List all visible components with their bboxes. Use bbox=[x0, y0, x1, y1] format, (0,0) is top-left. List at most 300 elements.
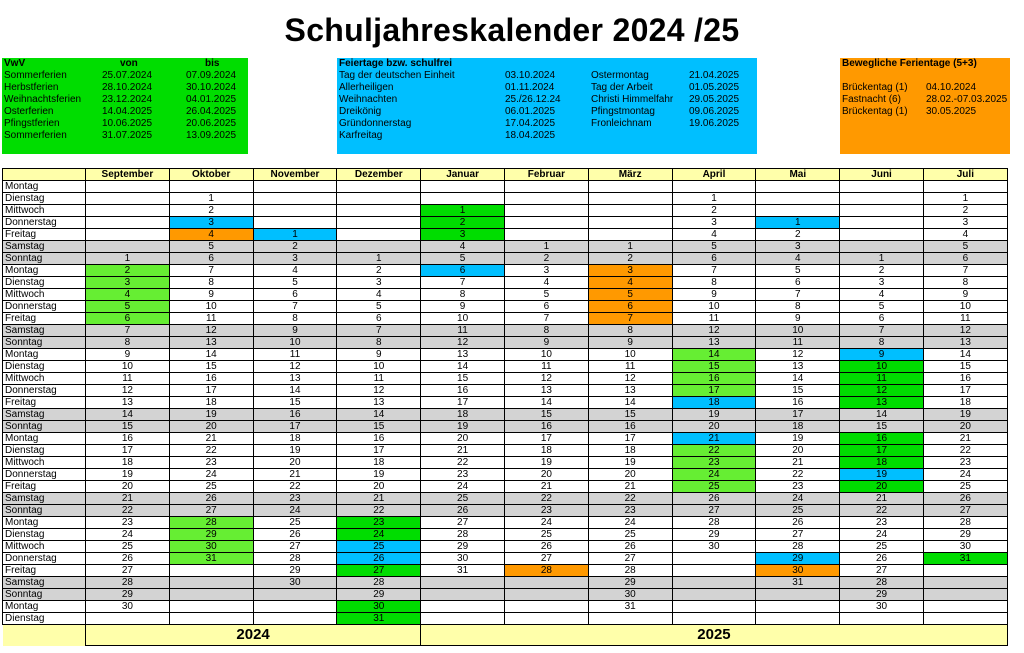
day-cell: 29 bbox=[756, 553, 840, 565]
calendar-row bbox=[3, 181, 1008, 193]
calendar-row bbox=[3, 373, 1008, 385]
month-header: November bbox=[253, 169, 337, 181]
day-cell: 21 bbox=[840, 493, 924, 505]
day-cell bbox=[169, 589, 253, 601]
vwv-ferien-box bbox=[2, 58, 248, 154]
month-header: April bbox=[672, 169, 756, 181]
day-cell: 23 bbox=[86, 517, 170, 529]
bewegliche-date: 28.02.-07.03.2025 bbox=[926, 94, 1008, 105]
feiertag-date: 25./26.12.24 bbox=[505, 94, 561, 105]
day-cell bbox=[672, 565, 756, 577]
day-cell: 14 bbox=[756, 373, 840, 385]
day-cell: 17 bbox=[756, 409, 840, 421]
year-label: 2025 bbox=[421, 625, 1008, 646]
day-cell: 28 bbox=[840, 577, 924, 589]
day-cell: 3 bbox=[923, 217, 1007, 229]
weekday-label: Freitag bbox=[3, 481, 86, 493]
day-cell bbox=[421, 601, 505, 613]
calendar-row bbox=[3, 289, 1008, 301]
day-cell: 28 bbox=[588, 565, 672, 577]
day-cell: 30 bbox=[86, 601, 170, 613]
day-cell: 2 bbox=[337, 265, 421, 277]
day-cell: 24 bbox=[756, 493, 840, 505]
day-cell: 26 bbox=[672, 493, 756, 505]
day-cell: 6 bbox=[86, 313, 170, 325]
weekday-label: Sonntag bbox=[3, 505, 86, 517]
day-cell: 15 bbox=[421, 373, 505, 385]
day-cell: 7 bbox=[253, 301, 337, 313]
day-cell: 14 bbox=[86, 409, 170, 421]
calendar-row bbox=[3, 433, 1008, 445]
day-cell: 29 bbox=[253, 565, 337, 577]
day-cell: 10 bbox=[253, 337, 337, 349]
day-cell: 3 bbox=[588, 265, 672, 277]
day-cell bbox=[923, 181, 1007, 193]
day-cell: 10 bbox=[672, 301, 756, 313]
day-cell: 22 bbox=[421, 457, 505, 469]
calendar-row bbox=[3, 589, 1008, 601]
weekday-label: Dienstag bbox=[3, 277, 86, 289]
day-cell: 22 bbox=[169, 445, 253, 457]
weekday-label: Mittwoch bbox=[3, 205, 86, 217]
day-cell: 18 bbox=[86, 457, 170, 469]
day-cell: 5 bbox=[421, 253, 505, 265]
day-cell: 12 bbox=[588, 373, 672, 385]
vwv-row bbox=[2, 70, 248, 82]
calendar-row bbox=[3, 481, 1008, 493]
feiertag-date: 03.10.2024 bbox=[505, 70, 556, 81]
feiertag-name: Dreikönig bbox=[339, 106, 382, 117]
day-cell: 30 bbox=[923, 541, 1007, 553]
day-cell: 29 bbox=[923, 529, 1007, 541]
calendar-row bbox=[3, 313, 1008, 325]
day-cell: 14 bbox=[169, 349, 253, 361]
calendar-row bbox=[3, 229, 1008, 241]
vwv-row-von: 14.04.2025 bbox=[102, 106, 153, 117]
day-cell: 14 bbox=[504, 397, 588, 409]
vwv-row-name: Sommerferien bbox=[4, 70, 67, 81]
weekday-label: Mittwoch bbox=[3, 289, 86, 301]
day-cell bbox=[588, 217, 672, 229]
feiertage-box bbox=[337, 58, 757, 154]
day-cell: 13 bbox=[504, 385, 588, 397]
day-cell bbox=[169, 613, 253, 625]
day-cell: 15 bbox=[253, 397, 337, 409]
feiertag-date: 09.06.2025 bbox=[689, 106, 740, 117]
day-cell: 23 bbox=[840, 517, 924, 529]
day-cell: 20 bbox=[672, 421, 756, 433]
day-cell: 21 bbox=[86, 493, 170, 505]
day-cell: 19 bbox=[840, 469, 924, 481]
day-cell: 26 bbox=[337, 553, 421, 565]
day-cell: 15 bbox=[672, 361, 756, 373]
day-cell: 20 bbox=[588, 469, 672, 481]
calendar-body bbox=[3, 181, 1008, 646]
vwv-row bbox=[2, 118, 248, 130]
day-cell: 13 bbox=[756, 361, 840, 373]
day-cell: 17 bbox=[672, 385, 756, 397]
vwv-row-von: 23.12.2024 bbox=[102, 94, 153, 105]
day-cell: 14 bbox=[672, 349, 756, 361]
day-cell: 24 bbox=[421, 481, 505, 493]
vwv-row-name: Sommerferien bbox=[4, 130, 67, 141]
day-cell: 12 bbox=[840, 385, 924, 397]
day-cell: 3 bbox=[169, 217, 253, 229]
day-cell: 13 bbox=[672, 337, 756, 349]
calendar-row bbox=[3, 445, 1008, 457]
day-cell bbox=[504, 613, 588, 625]
weekday-label: Mittwoch bbox=[3, 373, 86, 385]
vwv-row-von: 28.10.2024 bbox=[102, 82, 153, 93]
weekday-label: Dienstag bbox=[3, 193, 86, 205]
day-cell: 16 bbox=[504, 421, 588, 433]
vwv-row-name: Osterferien bbox=[4, 106, 54, 117]
day-cell: 15 bbox=[504, 409, 588, 421]
day-cell bbox=[504, 589, 588, 601]
day-cell: 1 bbox=[923, 193, 1007, 205]
day-cell: 16 bbox=[169, 373, 253, 385]
feiertag-row bbox=[337, 106, 757, 118]
year-label: 2024 bbox=[86, 625, 421, 646]
day-cell: 30 bbox=[253, 577, 337, 589]
day-cell: 11 bbox=[588, 361, 672, 373]
feiertag-name: Pfingstmontag bbox=[591, 106, 655, 117]
day-cell: 15 bbox=[337, 421, 421, 433]
day-cell: 22 bbox=[923, 445, 1007, 457]
day-cell: 30 bbox=[756, 565, 840, 577]
day-cell: 20 bbox=[504, 469, 588, 481]
day-cell: 5 bbox=[169, 241, 253, 253]
day-cell bbox=[421, 193, 505, 205]
day-cell: 13 bbox=[86, 397, 170, 409]
day-cell: 15 bbox=[756, 385, 840, 397]
day-cell: 17 bbox=[86, 445, 170, 457]
day-cell bbox=[840, 217, 924, 229]
day-cell: 26 bbox=[421, 505, 505, 517]
day-cell bbox=[253, 601, 337, 613]
day-cell: 13 bbox=[337, 397, 421, 409]
day-cell: 21 bbox=[421, 445, 505, 457]
day-cell bbox=[756, 181, 840, 193]
day-cell: 4 bbox=[588, 277, 672, 289]
day-cell bbox=[756, 193, 840, 205]
day-cell: 3 bbox=[421, 229, 505, 241]
day-cell: 18 bbox=[253, 433, 337, 445]
day-cell: 31 bbox=[588, 601, 672, 613]
day-cell bbox=[588, 193, 672, 205]
day-cell bbox=[588, 613, 672, 625]
day-cell: 10 bbox=[421, 313, 505, 325]
calendar-row bbox=[3, 241, 1008, 253]
day-cell bbox=[169, 181, 253, 193]
day-cell: 6 bbox=[923, 253, 1007, 265]
day-cell: 10 bbox=[86, 361, 170, 373]
day-cell: 16 bbox=[672, 373, 756, 385]
bewegliche-ferientage-box bbox=[840, 58, 1010, 154]
day-cell: 10 bbox=[169, 301, 253, 313]
vwv-row bbox=[2, 130, 248, 142]
day-cell: 12 bbox=[169, 325, 253, 337]
day-cell bbox=[337, 181, 421, 193]
day-cell: 7 bbox=[86, 325, 170, 337]
day-cell: 14 bbox=[421, 361, 505, 373]
day-cell: 2 bbox=[86, 265, 170, 277]
day-cell bbox=[337, 205, 421, 217]
day-cell: 27 bbox=[86, 565, 170, 577]
day-cell: 24 bbox=[337, 529, 421, 541]
feiertag-name: Allerheiligen bbox=[339, 82, 394, 93]
day-cell bbox=[337, 229, 421, 241]
day-cell: 28 bbox=[672, 517, 756, 529]
vwv-header-row bbox=[2, 58, 248, 70]
day-cell bbox=[672, 577, 756, 589]
day-cell: 26 bbox=[169, 493, 253, 505]
day-cell: 18 bbox=[421, 409, 505, 421]
day-cell: 21 bbox=[923, 433, 1007, 445]
day-cell: 25 bbox=[756, 505, 840, 517]
day-cell: 9 bbox=[672, 289, 756, 301]
day-cell: 5 bbox=[86, 301, 170, 313]
day-cell: 21 bbox=[169, 433, 253, 445]
day-cell: 12 bbox=[756, 349, 840, 361]
day-cell: 3 bbox=[337, 277, 421, 289]
feiertag-date: 01.05.2025 bbox=[689, 82, 740, 93]
day-cell: 2 bbox=[923, 205, 1007, 217]
day-cell bbox=[923, 589, 1007, 601]
day-cell: 27 bbox=[169, 505, 253, 517]
calendar-row bbox=[3, 613, 1008, 625]
day-cell: 27 bbox=[337, 565, 421, 577]
vwv-col-bis: bis bbox=[205, 58, 220, 69]
feiertag-name: Tag der deutschen Einheit bbox=[339, 70, 455, 81]
calendar-row bbox=[3, 397, 1008, 409]
day-cell: 4 bbox=[756, 253, 840, 265]
day-cell: 19 bbox=[756, 433, 840, 445]
day-cell: 7 bbox=[756, 289, 840, 301]
day-cell: 27 bbox=[923, 505, 1007, 517]
day-cell: 14 bbox=[923, 349, 1007, 361]
day-cell: 13 bbox=[421, 349, 505, 361]
day-cell: 2 bbox=[756, 229, 840, 241]
day-cell: 16 bbox=[756, 397, 840, 409]
day-cell bbox=[253, 589, 337, 601]
day-cell bbox=[923, 601, 1007, 613]
day-cell: 26 bbox=[588, 541, 672, 553]
weekday-label: Freitag bbox=[3, 313, 86, 325]
vwv-row-von: 10.06.2025 bbox=[102, 118, 153, 129]
day-cell bbox=[253, 181, 337, 193]
day-cell: 13 bbox=[840, 397, 924, 409]
day-cell: 8 bbox=[169, 277, 253, 289]
day-cell: 28 bbox=[337, 577, 421, 589]
day-cell: 5 bbox=[588, 289, 672, 301]
day-cell: 30 bbox=[337, 601, 421, 613]
vwv-row bbox=[2, 106, 248, 118]
month-header: Dezember bbox=[337, 169, 421, 181]
day-cell bbox=[756, 601, 840, 613]
day-cell bbox=[840, 193, 924, 205]
day-cell: 28 bbox=[169, 517, 253, 529]
day-cell: 25 bbox=[672, 481, 756, 493]
calendar-row bbox=[3, 193, 1008, 205]
vwv-row-bis: 30.10.2024 bbox=[186, 82, 237, 93]
day-cell: 18 bbox=[923, 397, 1007, 409]
day-cell: 27 bbox=[756, 529, 840, 541]
day-cell: 18 bbox=[504, 445, 588, 457]
day-cell bbox=[840, 613, 924, 625]
calendar-row bbox=[3, 601, 1008, 613]
day-cell: 14 bbox=[253, 385, 337, 397]
day-cell: 22 bbox=[672, 445, 756, 457]
weekday-label: Montag bbox=[3, 181, 86, 193]
day-cell bbox=[923, 577, 1007, 589]
day-cell: 25 bbox=[923, 481, 1007, 493]
month-header: Januar bbox=[421, 169, 505, 181]
calendar-row bbox=[3, 553, 1008, 565]
day-cell bbox=[672, 589, 756, 601]
weekday-label: Sonntag bbox=[3, 421, 86, 433]
day-cell: 16 bbox=[840, 433, 924, 445]
day-cell: 10 bbox=[504, 349, 588, 361]
day-cell: 1 bbox=[337, 253, 421, 265]
weekday-label: Montag bbox=[3, 517, 86, 529]
day-cell: 3 bbox=[86, 277, 170, 289]
day-cell: 4 bbox=[86, 289, 170, 301]
day-cell: 9 bbox=[169, 289, 253, 301]
day-cell bbox=[253, 193, 337, 205]
feiertag-name: Tag der Arbeit bbox=[591, 82, 653, 93]
day-cell: 17 bbox=[923, 385, 1007, 397]
day-cell: 17 bbox=[840, 445, 924, 457]
day-cell: 26 bbox=[840, 553, 924, 565]
day-cell: 12 bbox=[86, 385, 170, 397]
day-cell bbox=[86, 229, 170, 241]
calendar-row bbox=[3, 409, 1008, 421]
day-cell: 3 bbox=[253, 253, 337, 265]
day-cell: 22 bbox=[840, 505, 924, 517]
day-cell: 1 bbox=[504, 241, 588, 253]
day-cell: 12 bbox=[504, 373, 588, 385]
day-cell: 7 bbox=[923, 265, 1007, 277]
day-cell bbox=[337, 217, 421, 229]
vwv-row-bis: 13.09.2025 bbox=[186, 130, 237, 141]
day-cell: 18 bbox=[840, 457, 924, 469]
day-cell bbox=[504, 577, 588, 589]
day-cell: 2 bbox=[504, 253, 588, 265]
calendar-row bbox=[3, 577, 1008, 589]
day-cell: 14 bbox=[588, 397, 672, 409]
day-cell: 24 bbox=[672, 469, 756, 481]
day-cell: 13 bbox=[253, 373, 337, 385]
day-cell bbox=[840, 241, 924, 253]
day-cell: 21 bbox=[756, 457, 840, 469]
calendar-row bbox=[3, 505, 1008, 517]
day-cell: 5 bbox=[253, 277, 337, 289]
month-header: März bbox=[588, 169, 672, 181]
day-cell bbox=[756, 589, 840, 601]
day-cell: 30 bbox=[840, 601, 924, 613]
day-cell: 1 bbox=[86, 253, 170, 265]
month-header: Mai bbox=[756, 169, 840, 181]
day-cell: 29 bbox=[588, 577, 672, 589]
day-cell: 19 bbox=[169, 409, 253, 421]
day-cell: 9 bbox=[86, 349, 170, 361]
day-cell: 3 bbox=[672, 217, 756, 229]
day-cell: 18 bbox=[337, 457, 421, 469]
day-cell: 4 bbox=[169, 229, 253, 241]
day-cell: 4 bbox=[337, 289, 421, 301]
day-cell: 6 bbox=[672, 253, 756, 265]
day-cell: 21 bbox=[588, 481, 672, 493]
day-cell: 15 bbox=[840, 421, 924, 433]
feiertag-name: Fronleichnam bbox=[591, 118, 652, 129]
vwv-row-bis: 07.09.2024 bbox=[186, 70, 237, 81]
day-cell: 2 bbox=[840, 265, 924, 277]
day-cell bbox=[421, 589, 505, 601]
day-cell: 31 bbox=[337, 613, 421, 625]
day-cell: 1 bbox=[421, 205, 505, 217]
day-cell: 4 bbox=[840, 289, 924, 301]
feiertage-rows bbox=[337, 70, 757, 142]
bewegliche-row bbox=[840, 106, 1010, 118]
calendar-row bbox=[3, 361, 1008, 373]
feiertag-row bbox=[337, 118, 757, 130]
day-cell: 7 bbox=[672, 265, 756, 277]
day-cell: 19 bbox=[253, 445, 337, 457]
day-cell: 26 bbox=[756, 517, 840, 529]
day-cell: 6 bbox=[253, 289, 337, 301]
day-cell: 18 bbox=[588, 445, 672, 457]
day-cell: 9 bbox=[923, 289, 1007, 301]
vwv-row-von: 25.07.2024 bbox=[102, 70, 153, 81]
day-cell: 2 bbox=[253, 241, 337, 253]
day-cell: 25 bbox=[169, 481, 253, 493]
calendar-row bbox=[3, 457, 1008, 469]
day-cell: 19 bbox=[504, 457, 588, 469]
day-cell: 21 bbox=[504, 481, 588, 493]
feiertag-name: Karfreitag bbox=[339, 130, 383, 141]
day-cell: 11 bbox=[840, 373, 924, 385]
day-cell: 1 bbox=[253, 229, 337, 241]
weekday-label: Dienstag bbox=[3, 361, 86, 373]
calendar-row bbox=[3, 421, 1008, 433]
day-cell: 25 bbox=[504, 529, 588, 541]
bewegliche-date: 04.10.2024 bbox=[926, 82, 977, 93]
day-cell: 9 bbox=[421, 301, 505, 313]
day-cell bbox=[86, 193, 170, 205]
weekday-label: Donnerstag bbox=[3, 217, 86, 229]
day-cell: 19 bbox=[923, 409, 1007, 421]
day-cell: 12 bbox=[253, 361, 337, 373]
bewegliche-name: Brückentag (1) bbox=[842, 106, 908, 117]
day-cell bbox=[337, 193, 421, 205]
weekday-label: Samstag bbox=[3, 577, 86, 589]
day-cell: 9 bbox=[840, 349, 924, 361]
day-cell: 2 bbox=[421, 217, 505, 229]
day-cell bbox=[756, 205, 840, 217]
corner-cell bbox=[3, 169, 86, 181]
calendar-table bbox=[2, 168, 1008, 646]
day-cell: 10 bbox=[923, 301, 1007, 313]
bewegliche-header-row bbox=[840, 58, 1010, 70]
day-cell: 7 bbox=[504, 313, 588, 325]
day-cell: 23 bbox=[672, 457, 756, 469]
vwv-row-name: Herbstferien bbox=[4, 82, 59, 93]
day-cell: 8 bbox=[421, 289, 505, 301]
day-cell: 10 bbox=[588, 349, 672, 361]
day-cell: 31 bbox=[169, 553, 253, 565]
vwv-row-name: Pfingstferien bbox=[4, 118, 60, 129]
